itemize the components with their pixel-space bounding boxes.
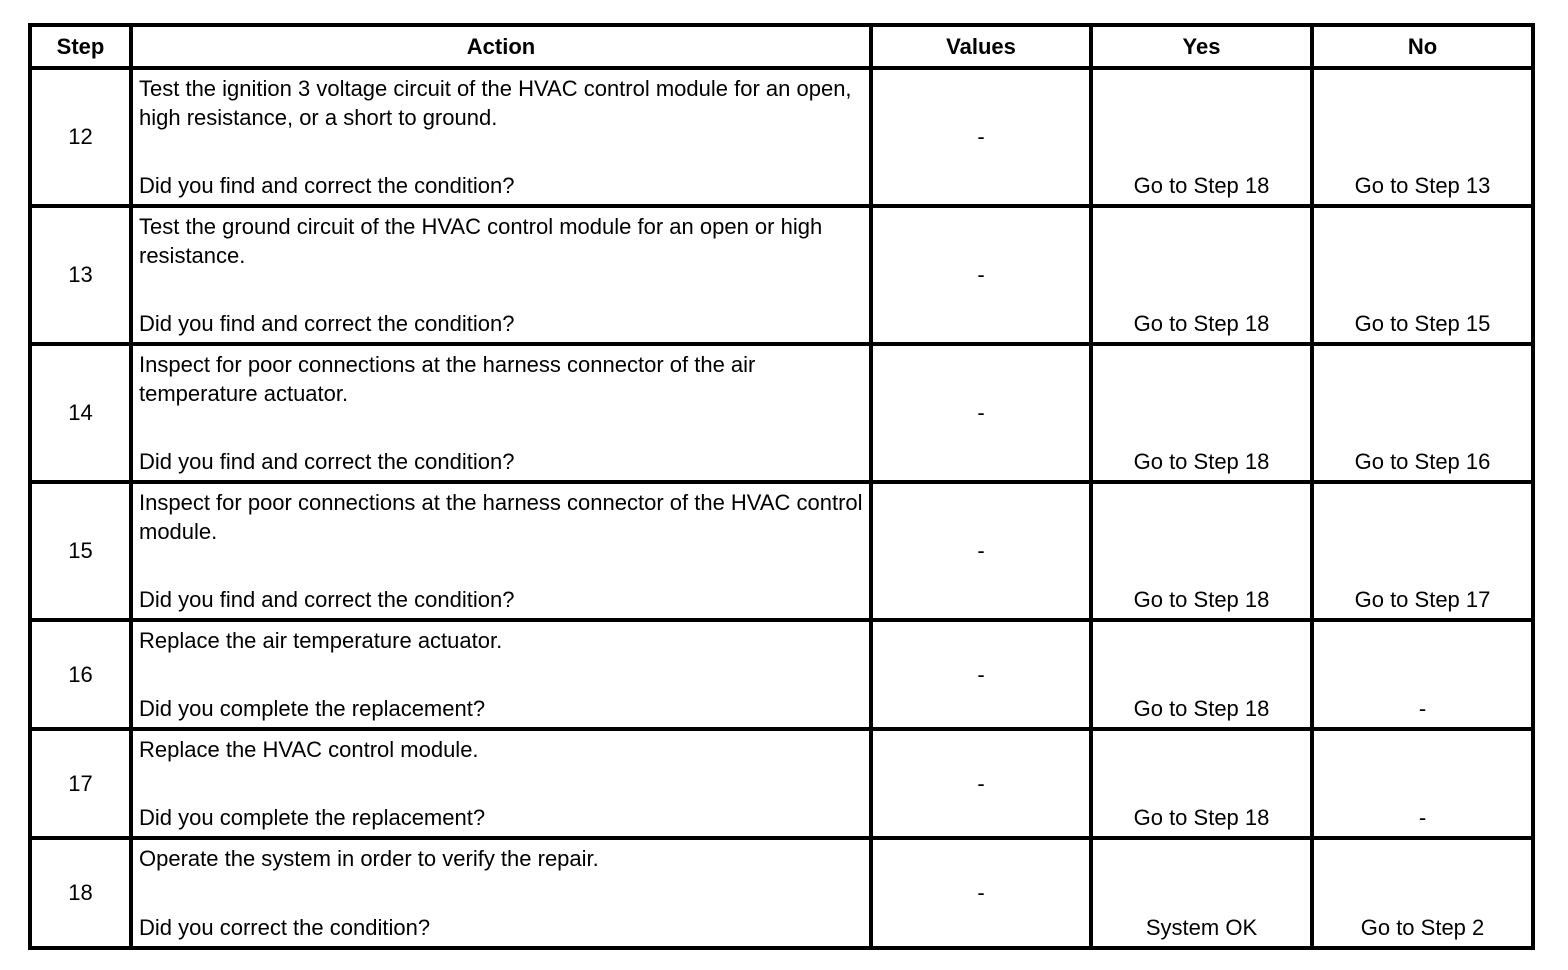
table-row (30, 206, 1533, 344)
step-number: 18 (30, 838, 131, 948)
header-action: Action (131, 25, 871, 68)
action-cell (131, 344, 871, 482)
action-cell (131, 729, 871, 838)
step-number: 14 (30, 344, 131, 482)
yes-cell (1091, 206, 1312, 344)
yes-cell (1091, 620, 1312, 729)
values-cell: - (871, 838, 1091, 948)
action-question: Did you find and correct the condition? (139, 587, 515, 612)
action-cell (131, 68, 871, 206)
table-row (30, 482, 1533, 620)
no-cell (1312, 620, 1533, 729)
yes-cell (1091, 729, 1312, 838)
step-number: 16 (30, 620, 131, 729)
table-header-row (30, 25, 1533, 68)
header-step: Step (30, 25, 131, 68)
action-text: Operate the system in order to verify the repair. (139, 846, 599, 871)
no-outcome: Go to Step 13 (1354, 173, 1491, 198)
values-cell: - (871, 206, 1091, 344)
yes-cell (1091, 838, 1312, 948)
header-yes: Yes (1091, 25, 1312, 68)
values-cell: - (871, 729, 1091, 838)
step-number: 17 (30, 729, 131, 838)
table-row (30, 344, 1533, 482)
action-text: Inspect for poor connections at the harness connector of the HVAC control module. (139, 490, 863, 544)
no-outcome: Go to Step 2 (1360, 915, 1485, 940)
action-text: Inspect for poor connections at the harness connector of the air temperature actuator. (139, 352, 756, 406)
action-question: Did you find and correct the condition? (139, 173, 515, 198)
table-row (30, 620, 1533, 729)
table-row (30, 729, 1533, 838)
table-row (30, 68, 1533, 206)
values-cell: - (871, 482, 1091, 620)
action-cell (131, 206, 871, 344)
action-question: Did you find and correct the condition? (139, 449, 515, 474)
no-cell (1312, 344, 1533, 482)
yes-cell (1091, 68, 1312, 206)
values-cell: - (871, 68, 1091, 206)
no-outcome: Go to Step 16 (1354, 449, 1491, 474)
yes-cell (1091, 344, 1312, 482)
table-row (30, 838, 1533, 948)
no-cell (1312, 838, 1533, 948)
no-cell (1312, 68, 1533, 206)
header-values: Values (871, 25, 1091, 68)
action-question: Did you correct the condition? (139, 915, 431, 940)
yes-outcome: Go to Step 18 (1133, 173, 1270, 198)
step-number: 13 (30, 206, 131, 344)
no-outcome: Go to Step 17 (1354, 587, 1491, 612)
no-cell (1312, 482, 1533, 620)
values-cell: - (871, 620, 1091, 729)
action-cell (131, 482, 871, 620)
action-cell (131, 620, 871, 729)
yes-outcome: Go to Step 18 (1133, 311, 1270, 336)
action-question: Did you complete the replacement? (139, 696, 486, 721)
yes-outcome: Go to Step 18 (1133, 805, 1270, 830)
no-outcome: Go to Step 15 (1354, 311, 1491, 336)
yes-cell (1091, 482, 1312, 620)
action-question: Did you find and correct the condition? (139, 311, 515, 336)
no-outcome: - (1418, 805, 1427, 830)
action-cell (131, 838, 871, 948)
diagnostic-table (28, 23, 1535, 950)
yes-outcome: Go to Step 18 (1133, 449, 1270, 474)
yes-outcome: System OK (1145, 915, 1258, 940)
action-text: Replace the air temperature actuator. (139, 628, 503, 653)
action-text: Replace the HVAC control module. (139, 737, 479, 762)
action-text: Test the ground circuit of the HVAC control module for an open or high resistance. (139, 214, 823, 268)
values-cell: - (871, 344, 1091, 482)
yes-outcome: Go to Step 18 (1133, 587, 1270, 612)
header-no: No (1312, 25, 1533, 68)
action-question: Did you complete the replacement? (139, 805, 486, 830)
no-cell (1312, 206, 1533, 344)
action-text: Test the ignition 3 voltage circuit of the HVAC control module for an open, high resistance, or a short to ground. (139, 76, 852, 130)
step-number: 12 (30, 68, 131, 206)
yes-outcome: Go to Step 18 (1133, 696, 1270, 721)
step-number: 15 (30, 482, 131, 620)
no-cell (1312, 729, 1533, 838)
no-outcome: - (1418, 696, 1427, 721)
